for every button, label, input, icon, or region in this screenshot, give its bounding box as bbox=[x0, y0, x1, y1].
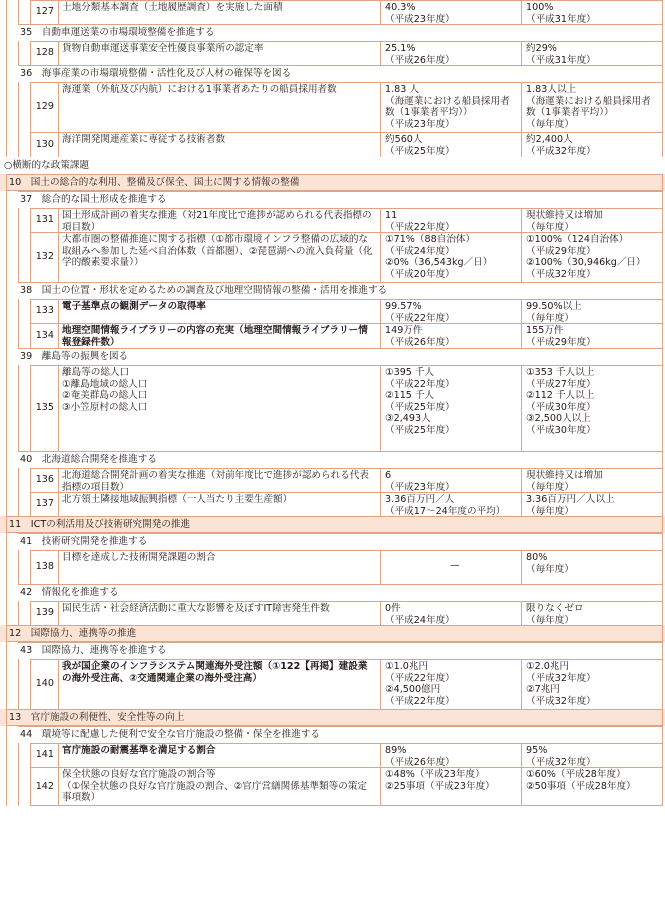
baseline-value: 149万件 （平成26年度） bbox=[385, 325, 455, 348]
column-divider bbox=[30, 468, 31, 492]
measure-row bbox=[0, 451, 665, 468]
indicator-label: 北海道総合開発計画の着実な推進（対前年度比で進捗が認められる代表指標の項目数） bbox=[62, 470, 369, 493]
baseline-value: 1.83 人 （海運業における船員採用者数（1事業者平均）） （平成23年度） bbox=[385, 84, 510, 130]
item-row bbox=[0, 0, 665, 24]
item-number: 132 bbox=[35, 251, 54, 262]
item-number: 130 bbox=[35, 138, 54, 150]
item-number: 129 bbox=[35, 101, 54, 112]
column-divider bbox=[521, 132, 522, 157]
target-value: ①100%（124自治体） （平成29年度） ②100%（30,946kg／日） （平成32年度） bbox=[526, 234, 646, 280]
baseline-value: — bbox=[450, 560, 460, 571]
column-divider bbox=[30, 299, 31, 323]
column-divider bbox=[58, 232, 59, 282]
row-divider bbox=[30, 232, 663, 233]
column-divider bbox=[662, 584, 663, 601]
column-divider bbox=[58, 41, 59, 65]
row-divider bbox=[30, 550, 663, 551]
column-divider bbox=[380, 601, 381, 625]
column-divider bbox=[6, 232, 7, 282]
column-divider bbox=[662, 232, 663, 282]
row-divider bbox=[6, 516, 663, 517]
goal-row bbox=[0, 625, 665, 642]
column-divider bbox=[58, 208, 59, 232]
row-divider bbox=[18, 584, 663, 585]
measure-row bbox=[0, 24, 665, 41]
column-divider bbox=[521, 468, 522, 492]
column-divider bbox=[18, 0, 19, 24]
column-divider bbox=[30, 41, 31, 65]
column-divider bbox=[6, 451, 7, 468]
column-divider bbox=[662, 132, 663, 157]
indicator-label: 国民生活・社会経済活動に重大な影響を及ぼすIT障害発生件数 bbox=[62, 603, 330, 614]
column-divider bbox=[6, 82, 7, 132]
column-divider bbox=[6, 767, 7, 806]
column-divider bbox=[58, 468, 59, 492]
column-divider bbox=[6, 65, 7, 82]
column-divider bbox=[18, 468, 19, 492]
column-divider bbox=[58, 492, 59, 516]
item-number: 133 bbox=[35, 305, 54, 316]
column-divider bbox=[6, 208, 7, 232]
column-divider bbox=[30, 492, 31, 516]
column-divider bbox=[58, 767, 59, 806]
measure-row bbox=[0, 191, 665, 208]
column-divider bbox=[662, 533, 663, 550]
section-heading: ○横断的な政策課題 bbox=[4, 160, 90, 171]
column-divider bbox=[662, 348, 663, 365]
column-divider bbox=[521, 323, 522, 348]
column-divider bbox=[380, 82, 381, 132]
column-divider bbox=[18, 41, 19, 65]
column-divider bbox=[662, 550, 663, 584]
column-divider bbox=[6, 24, 7, 41]
measure-row bbox=[0, 348, 665, 365]
indicator-label: 我が国企業のインフラシステム関連海外受注額（①122【再掲】建設業の海外受注高、②交通関連企業の海外受注高） bbox=[62, 661, 368, 684]
column-divider bbox=[380, 0, 381, 24]
baseline-value: 6 （平成23年度） bbox=[385, 470, 455, 493]
column-divider bbox=[521, 743, 522, 767]
target-value: 155万件 （平成29年度） bbox=[526, 325, 596, 348]
measure-row bbox=[0, 642, 665, 659]
column-divider bbox=[662, 767, 663, 806]
column-divider bbox=[6, 726, 7, 743]
item-number: 140 bbox=[35, 678, 54, 689]
column-divider bbox=[380, 41, 381, 65]
column-divider bbox=[6, 0, 7, 24]
column-divider bbox=[521, 601, 522, 625]
item-number: 135 bbox=[35, 402, 54, 413]
measure-heading: 39 離島等の振興を図る bbox=[20, 351, 129, 362]
column-divider bbox=[6, 533, 7, 550]
indicator-label: 国土形成計画の着実な推進（対21年度比で進捗が認められる代表指標の項目数） bbox=[62, 210, 372, 233]
indicator-label: 大都市圏の整備推進に関する指標（①都市環境インフラ整備の広域的な取組みへ参加した延べ自治体数（首都圏）、②琵琶湖への流入負荷量（化学的酸素要求量）） bbox=[62, 234, 373, 268]
column-divider bbox=[6, 601, 7, 625]
target-value: 現状維持又は増加 （毎年度） bbox=[526, 470, 603, 493]
row-divider bbox=[18, 282, 663, 283]
baseline-value: ①395 千人 （平成22年度） ②115 千人 （平成25年度） ③2,493人 （平成25年度） bbox=[385, 367, 455, 436]
target-value: 99.50%以上 （毎年度） bbox=[526, 301, 582, 324]
indicator-label: 貨物自動車運送事業安全性優良事業所の認定率 bbox=[62, 43, 264, 54]
column-divider bbox=[662, 174, 663, 191]
column-divider bbox=[30, 767, 31, 806]
column-divider bbox=[662, 82, 663, 132]
item-row bbox=[0, 492, 665, 516]
measure-heading: 44 環境等に配慮した便利で安全な官庁施設の整備・保全を推進する bbox=[20, 729, 321, 740]
row-divider bbox=[30, 468, 663, 469]
column-divider bbox=[6, 709, 7, 726]
column-divider bbox=[58, 550, 59, 584]
column-divider bbox=[18, 82, 19, 132]
row-divider bbox=[30, 41, 663, 42]
column-divider bbox=[58, 299, 59, 323]
measure-row bbox=[0, 533, 665, 550]
item-number: 137 bbox=[35, 498, 54, 509]
column-divider bbox=[58, 659, 59, 709]
column-divider bbox=[6, 282, 7, 299]
row-divider bbox=[18, 533, 663, 534]
column-divider bbox=[30, 208, 31, 232]
target-value: ①2.0兆円 （平成32年度） ②7兆円 （平成32年度） bbox=[526, 661, 596, 707]
target-value: 約29% （平成31年度） bbox=[526, 43, 596, 66]
item-number: 134 bbox=[35, 329, 54, 341]
target-value: 現状維持又は増加 （毎年度） bbox=[526, 210, 603, 233]
item-row bbox=[0, 323, 665, 348]
target-value: 約2,400人 （平成32年度） bbox=[526, 134, 596, 157]
column-divider bbox=[58, 132, 59, 157]
indicator-label: 北方領土隣接地域振興指標（一人当たり主要生産額） bbox=[62, 494, 293, 505]
column-divider bbox=[662, 323, 663, 348]
item-row bbox=[0, 659, 665, 709]
column-divider bbox=[380, 550, 381, 584]
target-value: 95% （平成32年度） bbox=[526, 745, 596, 768]
column-divider bbox=[6, 323, 7, 348]
item-row bbox=[0, 232, 665, 282]
column-divider bbox=[380, 208, 381, 232]
column-divider bbox=[30, 0, 31, 24]
indicator-label: 地理空間情報ライブラリーの内容の充実（地理空間情報ライブラリー情報登録件数） bbox=[62, 325, 368, 348]
indicator-label: 土地分類基本調査（土地履歴調査）を実施した面積 bbox=[62, 2, 283, 13]
column-divider bbox=[58, 601, 59, 625]
column-divider bbox=[662, 24, 663, 41]
target-value: ①353 千人以上 （平成27年度） ②112 千人以上 （平成30年度） ③2,500人以上 （平成30年度） bbox=[526, 367, 596, 436]
column-divider bbox=[6, 299, 7, 323]
measure-heading: 42 情報化を推進する bbox=[20, 587, 119, 598]
column-divider bbox=[662, 468, 663, 492]
column-divider bbox=[521, 492, 522, 516]
row-divider bbox=[30, 659, 663, 660]
item-number: 141 bbox=[35, 749, 54, 760]
column-divider bbox=[380, 132, 381, 157]
row-divider bbox=[6, 709, 663, 710]
column-divider bbox=[380, 323, 381, 348]
item-number: 139 bbox=[35, 607, 54, 618]
row-divider bbox=[30, 365, 663, 366]
indicator-label: 目標を達成した技術開発課題の割合 bbox=[62, 552, 216, 563]
column-divider bbox=[58, 365, 59, 451]
column-divider bbox=[18, 743, 19, 767]
column-divider bbox=[58, 743, 59, 767]
target-value: 3.36百万円／人以上 （毎年度） bbox=[526, 494, 615, 517]
measure-heading: 38 国土の位置・形状を定めるための調査及び地理空間情報の整備・活用を推進する bbox=[20, 285, 388, 296]
baseline-value: ①71%（88自治体） （平成24年度） ②0%（36,543kg／日） （平成20年度） bbox=[385, 234, 493, 280]
indicator-label: 離島等の総人口 ①離島地域の総人口 ②奄美群島の総人口 ③小笠原村の総人口 bbox=[62, 367, 148, 413]
column-divider bbox=[380, 767, 381, 806]
goal-heading: 12 国際協力、連携等の推進 bbox=[9, 628, 137, 639]
item-number: 138 bbox=[35, 561, 54, 572]
item-row bbox=[0, 468, 665, 492]
column-divider bbox=[662, 451, 663, 468]
item-number: 131 bbox=[35, 214, 54, 225]
goal-row bbox=[0, 709, 665, 726]
item-row bbox=[0, 365, 665, 451]
column-divider bbox=[30, 659, 31, 709]
item-row bbox=[0, 299, 665, 323]
column-divider bbox=[521, 82, 522, 132]
target-value: 1.83人以上 （海運業における船員採用者数（1事業者平均）） （毎年度） bbox=[526, 84, 651, 130]
baseline-value: 11 （平成22年度） bbox=[385, 210, 455, 233]
item-row bbox=[0, 208, 665, 232]
column-divider bbox=[662, 0, 663, 24]
column-divider bbox=[6, 550, 7, 584]
column-divider bbox=[662, 625, 663, 642]
baseline-value: 99.57% （平成22年度） bbox=[385, 301, 455, 324]
column-divider bbox=[18, 492, 19, 516]
measure-row bbox=[0, 282, 665, 299]
column-divider bbox=[521, 0, 522, 24]
row-divider bbox=[6, 625, 663, 626]
baseline-value: 0件 （平成24年度） bbox=[385, 603, 455, 626]
column-divider bbox=[18, 550, 19, 584]
column-divider bbox=[521, 232, 522, 282]
column-divider bbox=[58, 82, 59, 132]
indicator-label: 海運業（外航及び内航）における1事業者あたりの船員採用者数 bbox=[62, 84, 337, 95]
column-divider bbox=[662, 709, 663, 726]
column-divider bbox=[662, 726, 663, 743]
column-divider bbox=[662, 282, 663, 299]
row-divider bbox=[18, 348, 663, 349]
table-bottom-border bbox=[30, 805, 663, 806]
measure-row bbox=[0, 726, 665, 743]
column-divider bbox=[6, 516, 7, 533]
column-divider bbox=[662, 299, 663, 323]
column-divider bbox=[380, 299, 381, 323]
column-divider bbox=[521, 550, 522, 584]
column-divider bbox=[18, 208, 19, 232]
row-divider bbox=[18, 24, 663, 25]
column-divider bbox=[521, 41, 522, 65]
column-divider bbox=[30, 232, 31, 282]
column-divider bbox=[18, 659, 19, 709]
goal-row bbox=[0, 174, 665, 191]
indicator-label: 保全状態の良好な官庁施設の割合等 （①保全状態の良好な官庁施設の割合、②官庁営繕関係基準類等の策定事項数） bbox=[62, 769, 368, 803]
measure-row bbox=[0, 584, 665, 601]
item-row bbox=[0, 41, 665, 65]
row-divider bbox=[30, 601, 663, 602]
target-value: ①60%（平成28年度） ②50事項（平成28年度） bbox=[526, 769, 636, 792]
column-divider bbox=[6, 743, 7, 767]
row-divider bbox=[30, 82, 663, 83]
column-divider bbox=[6, 468, 7, 492]
measure-row bbox=[0, 65, 665, 82]
row-divider bbox=[30, 208, 663, 209]
column-divider bbox=[30, 550, 31, 584]
row-divider bbox=[18, 726, 663, 727]
column-divider bbox=[18, 601, 19, 625]
item-number: 127 bbox=[35, 6, 54, 17]
column-divider bbox=[662, 65, 663, 82]
column-divider bbox=[18, 132, 19, 157]
row-divider bbox=[18, 65, 663, 66]
column-divider bbox=[662, 191, 663, 208]
column-divider bbox=[662, 492, 663, 516]
column-divider bbox=[521, 208, 522, 232]
row-divider bbox=[30, 0, 663, 1]
item-row bbox=[0, 601, 665, 625]
column-divider bbox=[6, 348, 7, 365]
column-divider bbox=[662, 743, 663, 767]
item-row bbox=[0, 82, 665, 132]
baseline-value: 約560人 （平成25年度） bbox=[385, 134, 455, 157]
row-divider bbox=[30, 492, 663, 493]
column-divider bbox=[6, 365, 7, 451]
column-divider bbox=[18, 767, 19, 806]
measure-heading: 37 総合的な国土形成を推進する bbox=[20, 194, 167, 205]
goal-heading: 13 官庁施設の利便性、安全性等の向上 bbox=[9, 712, 185, 723]
baseline-value: 3.36百万円／人 （平成17〜24年度の平均） bbox=[385, 494, 506, 517]
column-divider bbox=[18, 323, 19, 348]
column-divider bbox=[521, 299, 522, 323]
item-number: 142 bbox=[35, 780, 54, 792]
item-row bbox=[0, 743, 665, 767]
column-divider bbox=[380, 365, 381, 451]
column-divider bbox=[30, 323, 31, 348]
column-divider bbox=[521, 767, 522, 806]
measure-heading: 41 技術研究開発を推進する bbox=[20, 536, 148, 547]
baseline-value: ①48%（平成23年度） ②25事項（平成23年度） bbox=[385, 769, 495, 792]
baseline-value: 25.1% （平成26年度） bbox=[385, 43, 455, 66]
column-divider bbox=[18, 365, 19, 451]
column-divider bbox=[6, 41, 7, 65]
item-row bbox=[0, 767, 665, 806]
column-divider bbox=[58, 0, 59, 24]
column-divider bbox=[6, 625, 7, 642]
column-divider bbox=[30, 601, 31, 625]
target-value: 80% （毎年度） bbox=[526, 552, 574, 575]
row-divider bbox=[18, 642, 663, 643]
indicator-label: 電子基準点の観測データの取得率 bbox=[62, 301, 206, 312]
column-divider bbox=[662, 642, 663, 659]
indicator-label: 海洋開発関連産業に専従する技術者数 bbox=[62, 134, 226, 145]
goal-heading: 10 国土の総合的な利用、整備及び保全、国土に関する情報の整備 bbox=[9, 177, 300, 188]
column-divider bbox=[30, 365, 31, 451]
row-divider bbox=[30, 299, 663, 300]
item-number: 136 bbox=[35, 474, 54, 485]
measure-heading: 43 国際協力、連携等を推進する bbox=[20, 645, 167, 656]
target-value: 100% （平成31年度） bbox=[526, 2, 596, 25]
row-divider bbox=[6, 174, 663, 175]
row-divider bbox=[18, 191, 663, 192]
column-divider bbox=[662, 208, 663, 232]
baseline-value: ①1.0兆円 （平成22年度） ②4,500億円 （平成22年度） bbox=[385, 661, 455, 707]
row-divider bbox=[30, 743, 663, 744]
column-divider bbox=[380, 232, 381, 282]
column-divider bbox=[30, 82, 31, 132]
column-divider bbox=[380, 659, 381, 709]
column-divider bbox=[30, 743, 31, 767]
item-row bbox=[0, 132, 665, 157]
row-divider bbox=[30, 767, 663, 768]
column-divider bbox=[662, 365, 663, 451]
column-divider bbox=[6, 492, 7, 516]
column-divider bbox=[662, 516, 663, 533]
column-divider bbox=[6, 659, 7, 709]
section-row bbox=[0, 157, 665, 174]
baseline-value: 40.3% （平成23年度） bbox=[385, 2, 455, 25]
column-divider bbox=[6, 584, 7, 601]
column-divider bbox=[6, 174, 7, 191]
column-divider bbox=[662, 601, 663, 625]
column-divider bbox=[6, 132, 7, 157]
column-divider bbox=[18, 232, 19, 282]
column-divider bbox=[380, 468, 381, 492]
column-divider bbox=[58, 323, 59, 348]
column-divider bbox=[521, 659, 522, 709]
column-divider bbox=[380, 743, 381, 767]
baseline-value: 89% （平成26年度） bbox=[385, 745, 455, 768]
column-divider bbox=[662, 659, 663, 709]
indicator-label: 官庁施設の耐震基準を満足する割合 bbox=[62, 745, 216, 756]
column-divider bbox=[30, 132, 31, 157]
row-divider bbox=[30, 323, 663, 324]
row-divider bbox=[30, 132, 663, 133]
item-row bbox=[0, 550, 665, 584]
goal-row bbox=[0, 516, 665, 533]
goal-heading: 11 ICTの利活用及び技術研究開発の推進 bbox=[9, 519, 191, 530]
item-number: 128 bbox=[35, 47, 54, 58]
column-divider bbox=[6, 642, 7, 659]
target-value: 限りなくゼロ （毎年度） bbox=[526, 603, 584, 626]
measure-heading: 36 海事産業の市場環境整備・活性化及び人材の確保等を図る bbox=[20, 68, 292, 79]
measure-heading: 35 自動車運送業の市場環境整備を推進する bbox=[20, 27, 215, 38]
column-divider bbox=[6, 191, 7, 208]
row-divider bbox=[18, 451, 663, 452]
measure-heading: 40 北海道総合開発を推進する bbox=[20, 454, 157, 465]
column-divider bbox=[18, 299, 19, 323]
column-divider bbox=[662, 41, 663, 65]
column-divider bbox=[521, 365, 522, 451]
column-divider bbox=[380, 492, 381, 516]
